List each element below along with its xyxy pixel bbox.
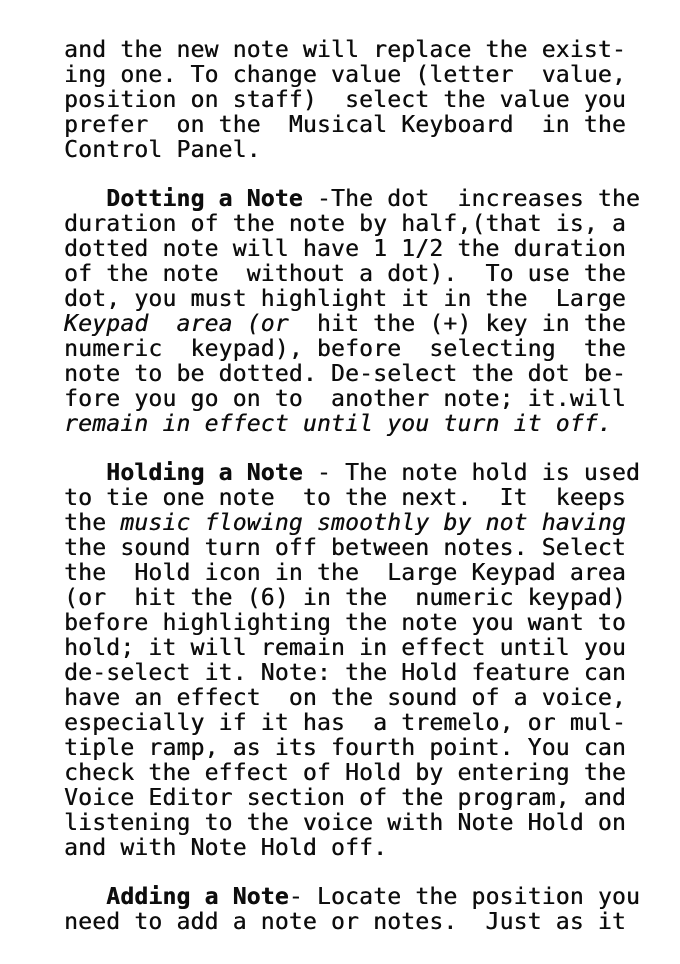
text-line	[64, 212, 640, 237]
paragraph	[64, 38, 640, 163]
text-segment: dotted note will have 1 1/2 the duration	[64, 236, 626, 262]
text-line	[64, 63, 640, 88]
text-segment: of the note without a dot). To use the	[64, 261, 626, 287]
text-segment: -The dot increases the	[302, 186, 640, 212]
text-segment: remain in effect until you turn it off.	[64, 411, 612, 437]
text-segment: music flowing smoothly by not having	[120, 510, 626, 536]
text-segment: dot, you must highlight it in the Large	[64, 286, 626, 312]
text-line	[64, 586, 640, 611]
document-text	[64, 38, 640, 935]
text-segment: Control Panel.	[64, 137, 261, 163]
text-segment: check the effect of Hold by entering the	[64, 760, 626, 786]
text-line	[64, 38, 640, 63]
text-segment: to tie one note to the next. It keeps	[64, 485, 626, 511]
text-line	[64, 362, 640, 387]
text-line	[64, 736, 640, 761]
text-segment: numeric keypad), before selecting the	[64, 336, 626, 362]
text-line	[64, 811, 640, 836]
text-segment: de-select it. Note: the Hold feature can	[64, 660, 626, 686]
paragraph	[64, 885, 640, 935]
text-segment: ing one. To change value (letter value,	[64, 62, 626, 88]
text-segment: have an effect on the sound of a voice,	[64, 685, 626, 711]
text-line	[64, 486, 640, 511]
text-segment: the sound turn off between notes. Select	[64, 535, 626, 561]
text-line	[64, 661, 640, 686]
text-segment: the Hold icon in the Large Keypad area	[64, 560, 626, 586]
text-line	[64, 761, 640, 786]
text-line	[64, 262, 640, 287]
text-line	[64, 387, 640, 412]
text-line	[64, 611, 640, 636]
text-segment: listening to the voice with Note Hold on	[64, 810, 626, 836]
text-line	[64, 312, 640, 337]
text-line	[64, 287, 640, 312]
text-line	[64, 636, 640, 661]
text-line	[64, 461, 640, 486]
text-line	[64, 711, 640, 736]
text-line	[64, 910, 640, 935]
text-segment: and with Note Hold off.	[64, 835, 388, 861]
text-segment: Adding a Note	[106, 884, 289, 910]
text-segment: (or hit the (6) in the numeric keypad)	[64, 585, 626, 611]
text-segment: especially if it has a tremelo, or mul-	[64, 710, 626, 736]
text-segment: before highlighting the note you want to	[64, 610, 626, 636]
text-line	[64, 187, 640, 212]
text-segment	[64, 186, 106, 212]
text-segment: position on staff) select the value you	[64, 87, 626, 113]
text-line	[64, 88, 640, 113]
text-segment: need to add a note or notes. Just as it	[64, 909, 626, 935]
text-line	[64, 237, 640, 262]
text-segment: fore you go on to another note; it.will	[64, 386, 626, 412]
text-segment: - The note hold is used	[302, 460, 640, 486]
text-line	[64, 511, 640, 536]
paragraph	[64, 187, 640, 437]
text-line	[64, 561, 640, 586]
text-segment: the	[64, 510, 121, 536]
text-segment	[64, 460, 106, 486]
text-line	[64, 113, 640, 138]
text-segment: Voice Editor section of the program, and	[64, 785, 626, 811]
text-line	[64, 786, 640, 811]
text-segment: note to be dotted. De-select the dot be-	[64, 361, 626, 387]
text-line	[64, 536, 640, 561]
text-segment: tiple ramp, as its fourth point. You can	[64, 735, 626, 761]
text-segment: - Locate the position you	[288, 884, 640, 910]
text-segment: hold; it will remain in effect until you	[64, 635, 626, 661]
text-segment: duration of the note by half,(that is, a	[64, 211, 626, 237]
paragraph	[64, 461, 640, 861]
text-segment: Dotting a Note	[106, 186, 303, 212]
text-line	[64, 412, 640, 437]
text-segment: prefer on the Musical Keyboard in the	[64, 112, 626, 138]
text-segment: hit the (+) key in the	[288, 311, 626, 337]
text-segment: Holding a Note	[106, 460, 303, 486]
text-line	[64, 138, 640, 163]
text-line	[64, 686, 640, 711]
text-segment: and the new note will replace the exist-	[64, 37, 626, 63]
text-line	[64, 337, 640, 362]
text-line	[64, 836, 640, 861]
text-segment: Keypad area (or	[64, 311, 289, 337]
text-line	[64, 885, 640, 910]
text-segment	[64, 884, 106, 910]
